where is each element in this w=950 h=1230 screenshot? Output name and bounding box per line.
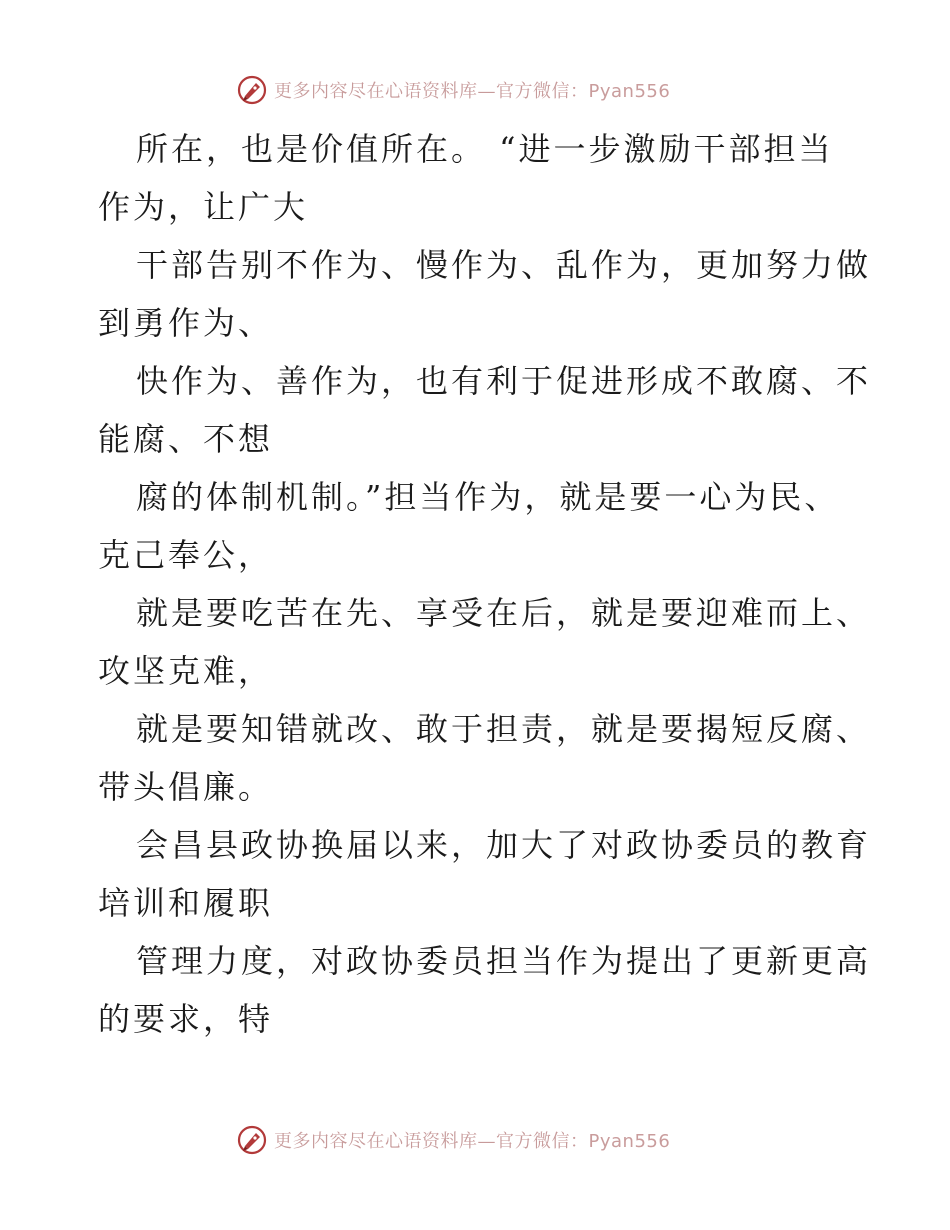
text-line: 培训和履职	[98, 884, 274, 922]
text-line: 腐的体制机制。”担当作为，就是要一心为民、	[136, 478, 840, 516]
text-line: 的要求，特	[98, 1000, 274, 1038]
text-line: 就是要知错就改、敢于担责，就是要揭短反腐、	[136, 710, 872, 748]
watermark-text: 更多内容尽在心语资料库—官方微信：Pyan556	[274, 81, 671, 102]
text-line: 会昌县政协换届以来，加大了对政协委员的教育	[136, 826, 872, 864]
watermark-code: Pyan556	[588, 1131, 671, 1152]
text-line: 所在，也是价值所在。 “进一步激励干部担当	[136, 130, 834, 168]
footer-watermark	[236, 1123, 670, 1157]
text-line: 作为，让广大	[98, 188, 309, 226]
body-text	[98, 120, 872, 1048]
header-watermark	[236, 73, 670, 107]
text-line: 带头倡廉。	[98, 768, 274, 806]
text-line: 攻坚克难，	[98, 652, 274, 690]
watermark-text: 更多内容尽在心语资料库—官方微信：Pyan556	[274, 1131, 671, 1152]
text-line: 快作为、善作为，也有利于促进形成不敢腐、不	[136, 362, 872, 400]
pen-nib-logo-icon	[236, 74, 268, 106]
text-line: 能腐、不想	[98, 420, 274, 458]
text-line: 管理力度，对政协委员担当作为提出了更新更高	[136, 942, 872, 980]
text-line: 克己奉公，	[98, 536, 274, 574]
text-line: 干部告别不作为、慢作为、乱作为，更加努力做	[136, 246, 872, 284]
text-line: 就是要吃苦在先、享受在后，就是要迎难而上、	[136, 594, 872, 632]
pen-nib-logo-icon	[236, 1124, 268, 1156]
text-line: 到勇作为、	[98, 304, 274, 342]
watermark-code: Pyan556	[588, 81, 671, 102]
